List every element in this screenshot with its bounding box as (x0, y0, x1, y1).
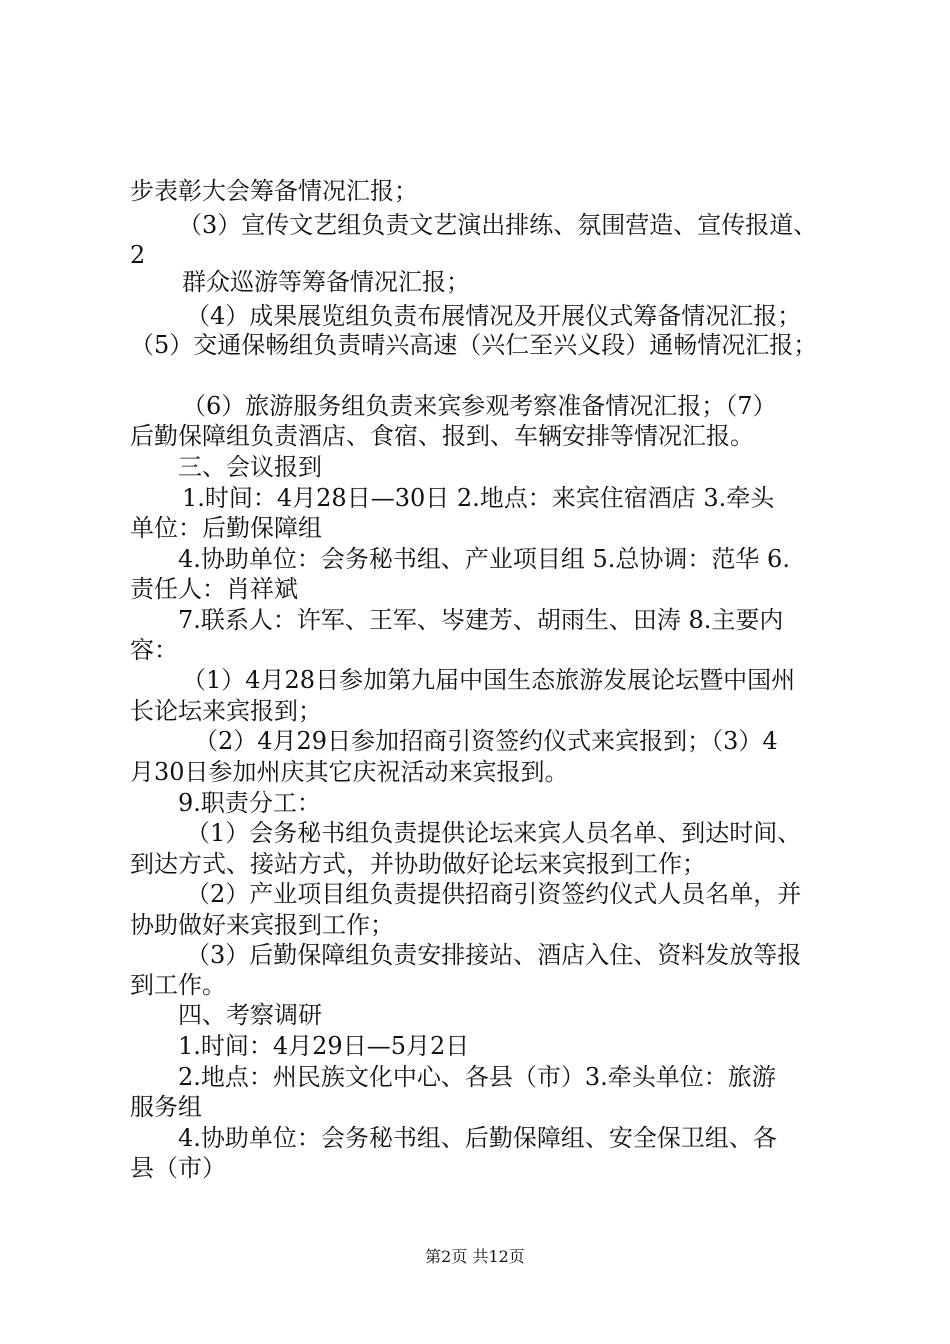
section-heading: 四、考察调研 (178, 1001, 322, 1029)
text-line: 群众巡游等筹备情况汇报； (182, 268, 470, 296)
text-line: 责任人：肖祥斌 (130, 575, 298, 603)
text-line: 7.联系人：许军、王军、岑建芳、胡雨生、田涛 8.主要内 (178, 606, 784, 634)
text-line: （4）成果展览组负责布展情况及开展仪式筹备情况汇报； (186, 302, 802, 330)
text-line: （1）4月28日参加第九届中国生态旅游发展论坛暨中国州 (182, 666, 796, 694)
text-line: 2.地点：州民族文化中心、各县（市）3.牵头单位：旅游 (178, 1063, 776, 1091)
text-line: （3）宣传文艺组负责文艺演出排练、氛围营造、宣传报道、 (178, 211, 818, 239)
text-line: 步表彰大会筹备情况汇报； (130, 177, 418, 205)
text-line: 4.协助单位：会务秘书组、后勤保障组、安全保卫组、各 (178, 1124, 777, 1152)
text-line: 到工作。 (130, 971, 226, 999)
page-footer: 第2页 共12页 (425, 1247, 525, 1266)
text-line: （6）旅游服务组负责来宾参观考察准备情况汇报；（7） (182, 392, 777, 420)
text-line: （3）后勤保障组负责安排接站、酒店入住、资料发放等报 (186, 941, 802, 969)
text-line: 县（市） (130, 1154, 226, 1182)
text-line: （2）产业项目组负责提供招商引资签约仪式人员名单，并 (186, 880, 802, 908)
text-line: 单位：后勤保障组 (130, 514, 322, 542)
text-line: 月30日参加州庆其它庆祝活动来宾报到。 (130, 758, 569, 786)
text-line: 到达方式、接站方式，并协助做好论坛来宾报到工作； (130, 850, 706, 878)
text-line: 后勤保障组负责酒店、食宿、报到、车辆安排等情况汇报。 (130, 422, 754, 450)
text-line: 9.职责分工： (178, 789, 321, 817)
text-line: 服务组 (130, 1093, 202, 1121)
text-line: 协助做好来宾报到工作； (130, 911, 394, 939)
text-line: （5）交通保畅组负责晴兴高速（兴仁至兴义段）通畅情况汇报； (130, 331, 818, 359)
text-line: 4.协助单位：会务秘书组、产业项目组 5.总协调：范华 6. (178, 545, 790, 573)
text-line: 2 (130, 241, 146, 269)
text-line: 容： (130, 636, 178, 664)
text-line: 1.时间：4月29日—5月2日 (178, 1032, 470, 1060)
section-heading: 三、会议报到 (178, 453, 322, 481)
text-line: 1.时间：4月28日—30日 2.地点：来宾住宿酒店 3.牵头 (182, 484, 775, 512)
text-line: （1）会务秘书组负责提供论坛来宾人员名单、到达时间、 (186, 819, 802, 847)
text-line: 长论坛来宾报到； (130, 697, 322, 725)
text-line: （2）4月29日参加招商引资签约仪式来宾报到；（3）4 (194, 727, 778, 755)
